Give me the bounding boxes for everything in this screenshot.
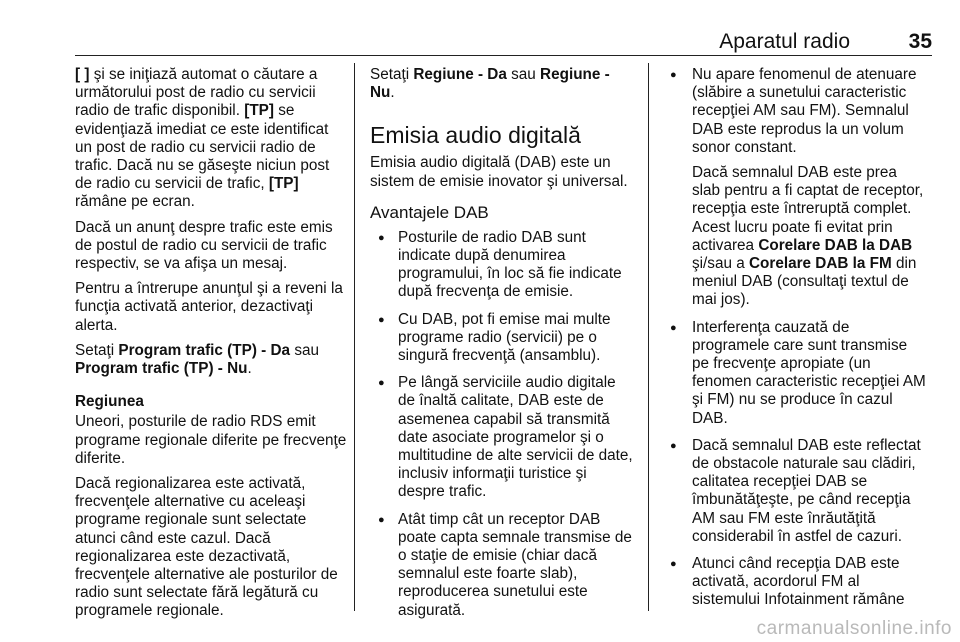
heading-dab-advantages: Avantajele DAB — [370, 202, 489, 222]
bullet-fading-text: ● Nu apare fenomenul de atenuare (slăbire a sunetului caracteristic recepţiei AM sau FM). Semnalul DAB este reprodus la un volum sonor constant. — [692, 66, 917, 156]
bold-term: Corelare DAB la FM — [748, 255, 892, 273]
list-item: ● Posturile de radio DAB sunt indicate după denumirea programului, în loc să fie indicate după frecvenţa de emisie. — [370, 229, 636, 302]
text-run: Setaţi — [370, 66, 414, 83]
dab-advantages-list-continued — [664, 66, 928, 610]
text-run: şi/sau a — [692, 255, 749, 273]
list-item: ● Cu DAB, pot fi emise mai multe programe radio (servicii) pe o singură frecvenţă (ansamblu). — [370, 311, 636, 366]
header-title: Aparatul radio — [719, 30, 850, 53]
column-left — [75, 66, 347, 628]
bold-term: [TP] — [244, 102, 274, 120]
bold-term: Program trafic (TP) - Da — [118, 341, 291, 359]
text-run: sau — [290, 341, 319, 359]
page-header — [75, 0, 932, 52]
text-run: . — [247, 360, 252, 378]
bold-term: [TP] — [268, 175, 299, 193]
paragraph-interrupt-announcement: Pentru a întrerupe anunţul şi a reveni la funcţia activată anterior, dezactivaţi alerta. — [75, 280, 343, 334]
dab-advantages-list — [370, 229, 636, 620]
text-run: Setaţi — [75, 341, 119, 359]
column-divider-2 — [648, 63, 649, 611]
column-middle — [370, 66, 636, 629]
text-run: din meniul DAB (consultaţi textul de mai jos). — [692, 255, 917, 309]
paragraph-regional-programs: Uneori, posturile de radio RDS emit programe regionale diferite pe frecvenţe diferite. — [75, 413, 347, 467]
text-run: şi se iniţiază automat o căutare a următorului post de radio cu servicii radio de trafic disponibil. — [75, 66, 318, 120]
paragraph-set-region — [370, 66, 636, 102]
list-item: ● Atunci când recepţia DAB este activată, acordorul FM al sistemului Infotainment rămâne — [664, 555, 928, 610]
text-run: se evidenţiază imediat ce este identificat un post de radio cu servicii radio de trafic. Dacă nu se găseşte niciun post de radio cu servicii de trafic, — [75, 102, 330, 193]
bold-term: Regiune - Da — [413, 66, 507, 83]
page-number: 35 — [908, 30, 932, 53]
text-run: . — [390, 84, 395, 102]
paragraph-traffic-search — [75, 66, 347, 212]
paragraph-dab-intro: Emisia audio digitală (DAB) este un sistem de emisie inovator şi universal. — [370, 154, 628, 190]
column-divider-1 — [354, 63, 355, 611]
bold-term: Regiune - Nu — [370, 66, 610, 102]
list-item: ● Pe lângă serviciile audio digitale de înaltă calitate, DAB este de asemenea capabil să transmită date asociate programelor şi o multitudine de alte servicii de date, inclusiv informaţii turistice şi despre trafic. — [370, 374, 636, 501]
text-run: Dacă semnalul DAB este prea slab pentru a fi captat de receptor, recepţia este întreruptă complet. Acest lucru poate fi evitat prin activarea — [692, 164, 924, 254]
bullet-weak-signal-text — [692, 164, 928, 310]
bold-term: Program trafic (TP) - Nu — [75, 360, 248, 378]
paragraph-regionalization: Dacă regionalizarea este activată, frecvenţele alternative cu aceleaşi programe regionale sunt selectate atunci când este cazul. Dacă regionalizarea este dezactivată, frecvenţele alternative ale posturilor de radio sunt selectate fără legătură cu programele regionale. — [75, 475, 338, 620]
header-rule — [75, 55, 932, 56]
list-item: ● Dacă semnalul DAB este reflectat de obstacole naturale sau clădiri, calitatea recepţiei DAB se îmbunătăţeşte, pe când recepţia AM sau FM este înrăutăţită considerabil în astfel de cazuri. — [664, 437, 928, 546]
heading-regiunea: Regiunea — [75, 393, 144, 411]
paragraph-traffic-announcement: Dacă un anunţ despre trafic este emis de postul de radio cu servicii de trafic respectiv, se va afişa un mesaj. — [75, 218, 333, 273]
text-run: sau — [506, 66, 541, 83]
list-item: ● Interferenţa cauzată de programele care sunt transmise pe frecvenţe apropiate (un fenomen caracteristic recepţiei AM şi FM) nu se produce în cazul DAB. — [664, 319, 928, 428]
column-right — [664, 66, 928, 619]
paragraph-set-traffic-program — [75, 342, 347, 378]
list-item: ● Atât timp cât un receptor DAB poate capta semnale transmise de o staţie de emisie (chiar dacă semnalul este foarte slab), reproducerea sunetului este asigurată. — [370, 511, 636, 620]
bold-term: [ ] — [75, 66, 90, 83]
text-run: rămâne pe ecran. — [75, 193, 195, 211]
list-item — [664, 66, 928, 310]
bold-term: Corelare DAB la DAB — [758, 236, 913, 254]
heading-digital-audio: Emisia audio digitală — [370, 122, 581, 149]
watermark-text: carmanualsonline.info — [756, 618, 952, 639]
